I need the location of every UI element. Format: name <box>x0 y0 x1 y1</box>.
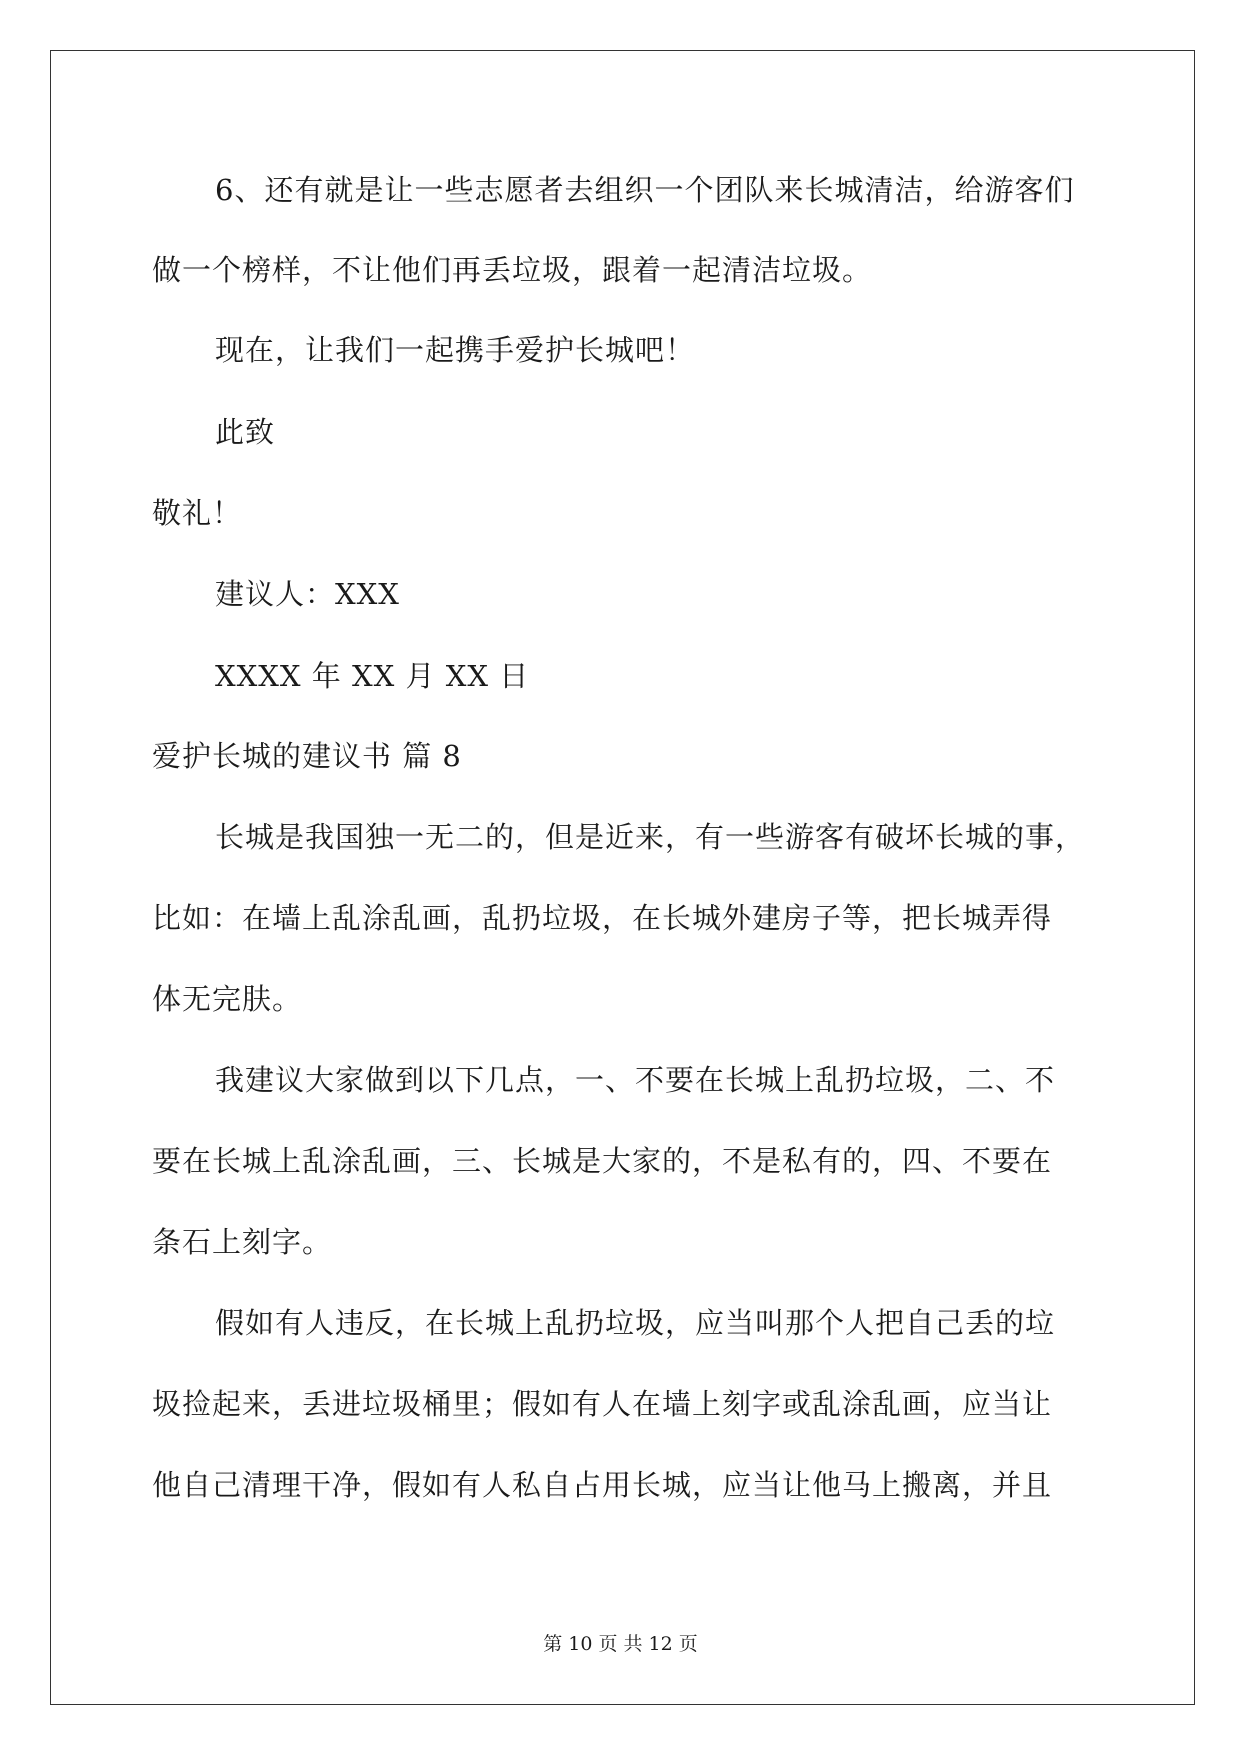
text-line: 敬礼！ <box>152 496 243 530</box>
text-line: 他自己清理干净，假如有人私自占用长城，应当让他马上搬离，并且 <box>152 1468 1053 1502</box>
text-line: 要在长城上乱涂乱画，三、长城是大家的，不是私有的，四、不要在 <box>152 1144 1053 1178</box>
text-line: 做一个榜样，不让他们再丢垃圾，跟着一起清洁垃圾。 <box>152 253 873 287</box>
text-line: 假如有人违反，在长城上乱扔垃圾，应当叫那个人把自己丢的垃 <box>215 1306 1056 1340</box>
section-heading: 爱护长城的建议书 篇 8 <box>152 739 462 773</box>
text-line: 体无完肤。 <box>152 982 303 1016</box>
text-line: 建议人：XXX <box>215 577 400 611</box>
text-line: 6、还有就是让一些志愿者去组织一个团队来长城清洁，给游客们 <box>215 173 1075 207</box>
text-line: 此致 <box>215 415 276 449</box>
page-border <box>50 50 1195 1705</box>
text-line: 我建议大家做到以下几点，一、不要在长城上乱扔垃圾，二、不 <box>215 1063 1056 1097</box>
text-line: 圾捡起来，丢进垃圾桶里；假如有人在墙上刻字或乱涂乱画，应当让 <box>152 1387 1053 1421</box>
text-line: 比如：在墙上乱涂乱画，乱扔垃圾，在长城外建房子等，把长城弄得 <box>152 901 1053 935</box>
text-line: 条石上刻字。 <box>152 1225 333 1259</box>
text-line: 长城是我国独一无二的，但是近来，有一些游客有破坏长城的事， <box>215 820 1086 854</box>
text-line: XXXX 年 XX 月 XX 日 <box>215 659 530 693</box>
page-indicator: 第 10 页 共 12 页 <box>543 1633 698 1655</box>
text-line: 现在，让我们一起携手爱护长城吧！ <box>215 333 696 367</box>
